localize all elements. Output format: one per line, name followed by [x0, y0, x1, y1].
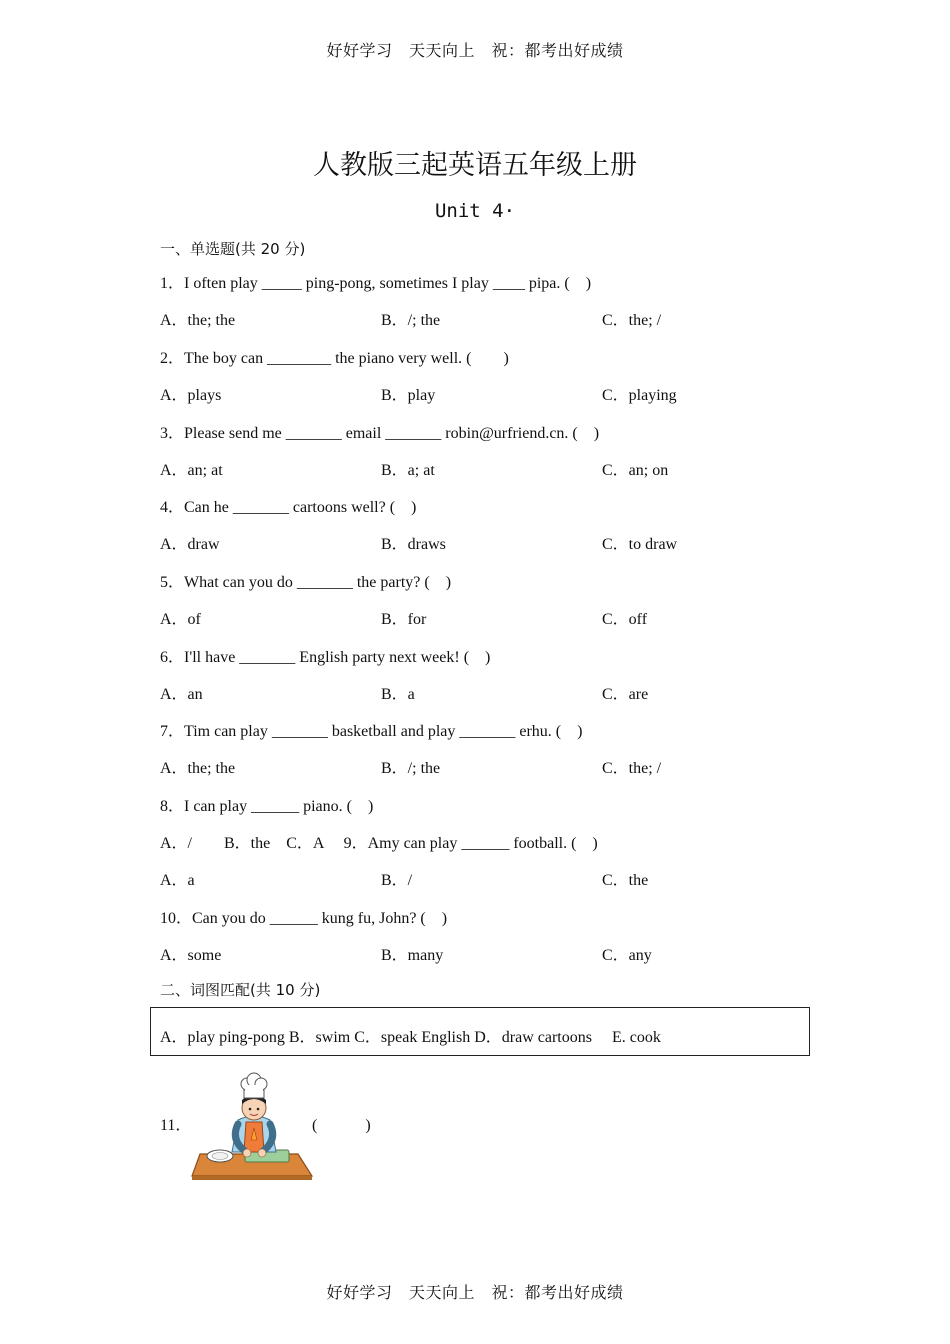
q2-option-b: B．play — [381, 387, 436, 404]
question-8: 8．I can play ______ piano. ( ) — [160, 798, 374, 815]
q5-option-c: C．off — [602, 611, 648, 628]
page-footer: 好好学习 天天向上 祝：都考出好成绩 — [326, 1283, 624, 1302]
question-4: 4．Can he _______ cartoons well? ( ) — [160, 499, 417, 516]
q1-option-a: A．the; the — [160, 312, 236, 329]
q10-option-c: C．any — [602, 947, 652, 964]
q7-option-a: A．the; the — [160, 760, 236, 777]
q9-option-c: C．the — [602, 872, 649, 889]
question-3: 3．Please send me _______ email _______ robin@urfriend.cn. ( ) — [160, 425, 600, 442]
q2-option-a: A．plays — [160, 387, 222, 404]
question-7: 7．Tim can play _______ basketball and play _______ erhu. ( ) — [160, 723, 583, 740]
question-10: 10．Can you do ______ kung fu, John? ( ) — [160, 910, 448, 927]
q1-option-c: C．the; / — [602, 312, 662, 329]
q1-option-b: B．/; the — [381, 312, 441, 329]
q10-option-b: B．many — [381, 947, 444, 964]
q6-option-a: A．an — [160, 686, 203, 703]
match-options-box — [150, 1007, 810, 1056]
question-2: 2．The boy can ________ the piano very well. ( ) — [160, 350, 509, 367]
match-options-text: A．play ping-pong B．swim C．speak English D．draw cartoons E. cook — [160, 1029, 661, 1046]
q9-option-b: B．/ — [381, 872, 413, 889]
section-heading-word-picture-match: 二、词图匹配(共 10 分) — [160, 981, 321, 999]
q6-option-c: C．are — [602, 686, 649, 703]
q7-option-c: C．the; / — [602, 760, 662, 777]
q9-option-a: A．a — [160, 872, 195, 889]
cook-illustration — [190, 1068, 315, 1183]
question-5: 5．What can you do _______ the party? ( ) — [160, 574, 452, 591]
q4-option-b: B．draws — [381, 536, 446, 553]
q4-option-c: C．to draw — [602, 536, 678, 553]
item-11-label: 11． — [160, 1117, 192, 1134]
q5-option-a: A．of — [160, 611, 201, 628]
question-1: 1．I often play _____ ping-pong, sometimes I play ____ pipa. ( ) — [160, 275, 592, 292]
q6-option-b: B．a — [381, 686, 415, 703]
question-9-with-q8-options: A．/ B．the C．A 9．Amy can play ______ football. ( ) — [160, 835, 598, 852]
document-title: 人教版三起英语五年级上册 — [313, 150, 637, 181]
page-header: 好好学习 天天向上 祝：都考出好成绩 — [326, 41, 624, 60]
q2-option-c: C．playing — [602, 387, 677, 404]
q10-option-a: A．some — [160, 947, 222, 964]
unit-heading: Unit 4· — [434, 200, 516, 222]
q7-option-b: B．/; the — [381, 760, 441, 777]
question-6: 6．I'll have _______ English party next week! ( ) — [160, 649, 491, 666]
item-11-answer-bracket: ( ) — [312, 1117, 371, 1134]
q5-option-b: B．for — [381, 611, 427, 628]
q4-option-a: A．draw — [160, 536, 220, 553]
q3-option-a: A．an; at — [160, 462, 223, 479]
q3-option-b: B．a; at — [381, 462, 435, 479]
section-heading-single-choice: 一、单选题(共 20 分) — [160, 240, 306, 258]
q3-option-c: C．an; on — [602, 462, 669, 479]
